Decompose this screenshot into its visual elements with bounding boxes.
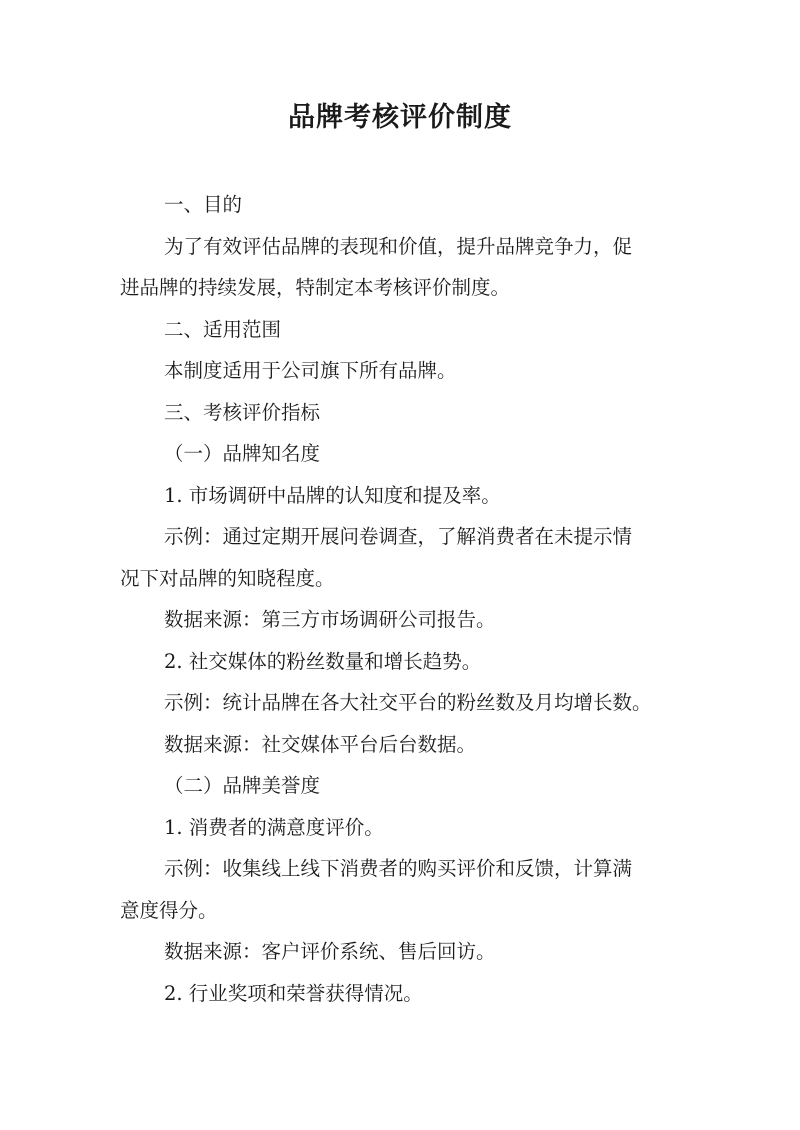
list-item: 1. 市场调研中品牌的认知度和提及率。: [164, 483, 501, 507]
paragraph-line: 示例：统计品牌在各大社交平台的粉丝数及月均增长数。: [164, 691, 652, 714]
list-item: 1. 消费者的满意度评价。: [164, 815, 384, 839]
paragraph-line: 数据来源：社交媒体平台后台数据。: [164, 732, 477, 756]
section-heading-indicators: 三、考核评价指标: [164, 400, 321, 424]
section-heading-purpose: 一、目的: [164, 193, 243, 216]
paragraph-line: 本制度适用于公司旗下所有品牌。: [164, 359, 457, 382]
section-heading-scope: 二、适用范围: [164, 317, 282, 341]
paragraph-line: 数据来源：第三方市场调研公司报告。: [164, 608, 496, 631]
paragraph-line: 况下对品牌的知晓程度。: [120, 566, 335, 590]
subsection-heading-reputation: （二）品牌美誉度: [164, 774, 321, 797]
paragraph-line: 示例：通过定期开展问卷调查，了解消费者在未提示情: [164, 525, 633, 548]
subsection-heading-awareness: （一）品牌知名度: [164, 442, 321, 465]
paragraph-line: 示例：收集线上线下消费者的购买评价和反馈，计算满: [164, 857, 633, 880]
paragraph-line: 数据来源：客户评价系统、售后回访。: [164, 940, 496, 963]
list-item: 2. 社交媒体的粉丝数量和增长趋势。: [164, 649, 482, 673]
document-body: [120, 184, 690, 1014]
document-title: 品牌考核评价制度: [288, 102, 512, 133]
paragraph-line: 意度得分。: [120, 898, 218, 922]
list-item: 2. 行业奖项和荣誉获得情况。: [164, 981, 423, 1005]
paragraph-line: 进品牌的持续发展，特制定本考核评价制度。: [120, 276, 511, 299]
paragraph-line: 为了有效评估品牌的表现和价值，提升品牌竞争力，促: [164, 234, 633, 258]
